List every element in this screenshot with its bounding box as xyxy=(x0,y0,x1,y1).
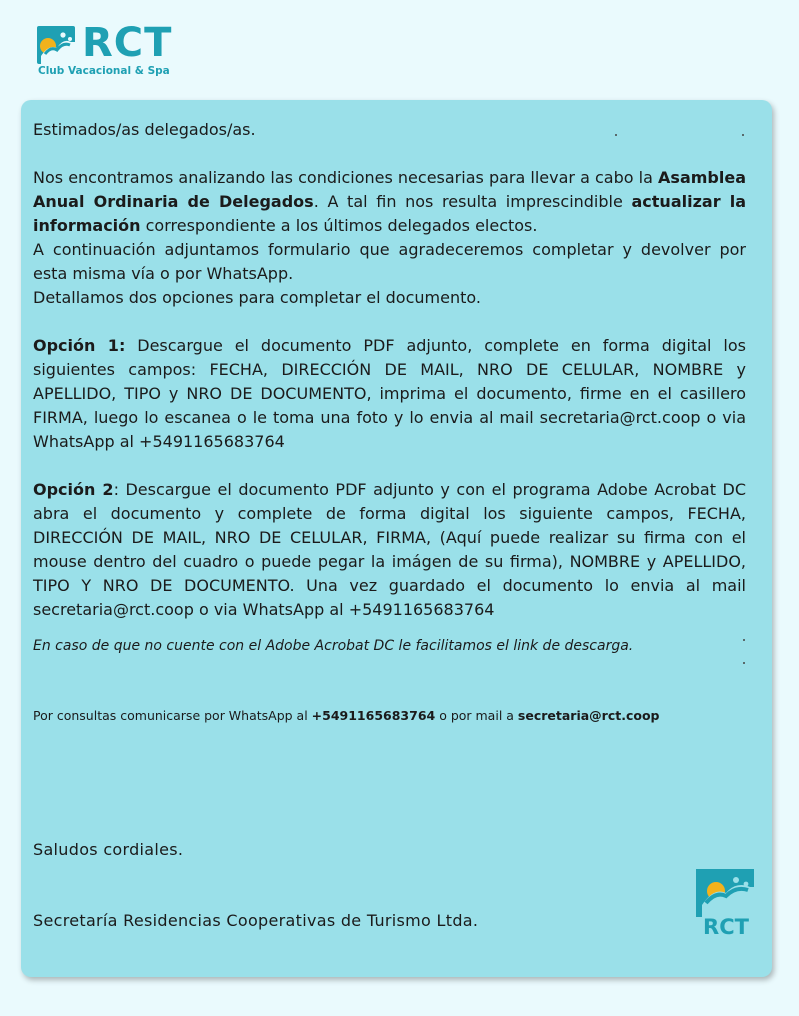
contact-phone[interactable]: +5491165683764 xyxy=(311,708,436,723)
brand-name: RCT xyxy=(82,20,173,66)
option2-paragraph: Opción 2: Descargue el documento PDF adjunto y con el programa Adobe Acrobat DC abra el documento y complete de forma digital los siguiente campos, FECHA, DIRECCIÓN DE MAIL, NRO DE CELULAR, FIRMA, (Aquí puede realizar su firma con el mouse dentro del cuadro o puede pegar la imágen de su firma), NOMBRE y APELLIDO, TIPO Y NRO DE DOCUMENTO. Una vez guardado el documento lo envia al mail secretaria@rct.coop o via WhatsApp al +5491165683764 xyxy=(33,480,746,619)
contact-line: Por consultas comunicarse por WhatsApp al +5491165683764 o por mail a secretaria@rct.coop xyxy=(33,708,660,723)
regards: Saludos cordiales. xyxy=(33,840,184,859)
footer-logo xyxy=(696,869,756,944)
header-logo xyxy=(36,20,186,80)
footer-brand: RCT xyxy=(703,915,749,939)
letter-card xyxy=(21,100,772,977)
rct-sun-wave-icon xyxy=(37,26,75,64)
assembly-highlight: Asamblea Anual Ordinaria de Delegados xyxy=(33,168,746,211)
signature: Secretaría Residencias Cooperativas de Turismo Ltda. xyxy=(33,911,479,930)
form-paragraph: A continuación adjuntamos formulario que agradeceremos completar y devolver por esta misma vía o por WhatsApp. xyxy=(33,240,746,283)
greeting: Estimados/as delegados/as. xyxy=(33,120,256,139)
option1-paragraph: Opción 1: Descargue el documento PDF adjunto, complete en forma digital los siguientes campos: FECHA, DIRECCIÓN DE MAIL, NRO DE CELULAR, NOMBRE y APELLIDO, TIPO y NRO DE DOCUMENTO, imprima el documento, firme en el casillero FIRMA, luego lo escanea o le toma una foto y lo envia al mail secretaria@rct.coop o via WhatsApp al +5491165683764 xyxy=(33,336,746,451)
rct-sun-wave-icon xyxy=(696,869,754,917)
brand-tagline: Club Vacacional & Spa xyxy=(38,65,170,77)
update-highlight: actualizar la información xyxy=(33,192,747,235)
option1-label: Opción 1: xyxy=(33,336,126,355)
letter-body xyxy=(33,118,746,728)
option2-label: Opción 2 xyxy=(33,480,114,499)
contact-email[interactable]: secretaria@rct.coop xyxy=(517,708,660,723)
acrobat-note: En caso de que no cuente con el Adobe Acrobat DC le facilitamos el link de descarga. xyxy=(33,638,634,654)
intro-paragraph: Nos encontramos analizando las condiciones necesarias para llevar a cabo la Asamblea Anual Ordinaria de Delegados. A tal fin nos resulta imprescindible actualizar la información correspondiente a los últimos delegados electos. xyxy=(33,168,747,235)
options-line: Detallamos dos opciones para completar el documento. xyxy=(33,288,481,307)
